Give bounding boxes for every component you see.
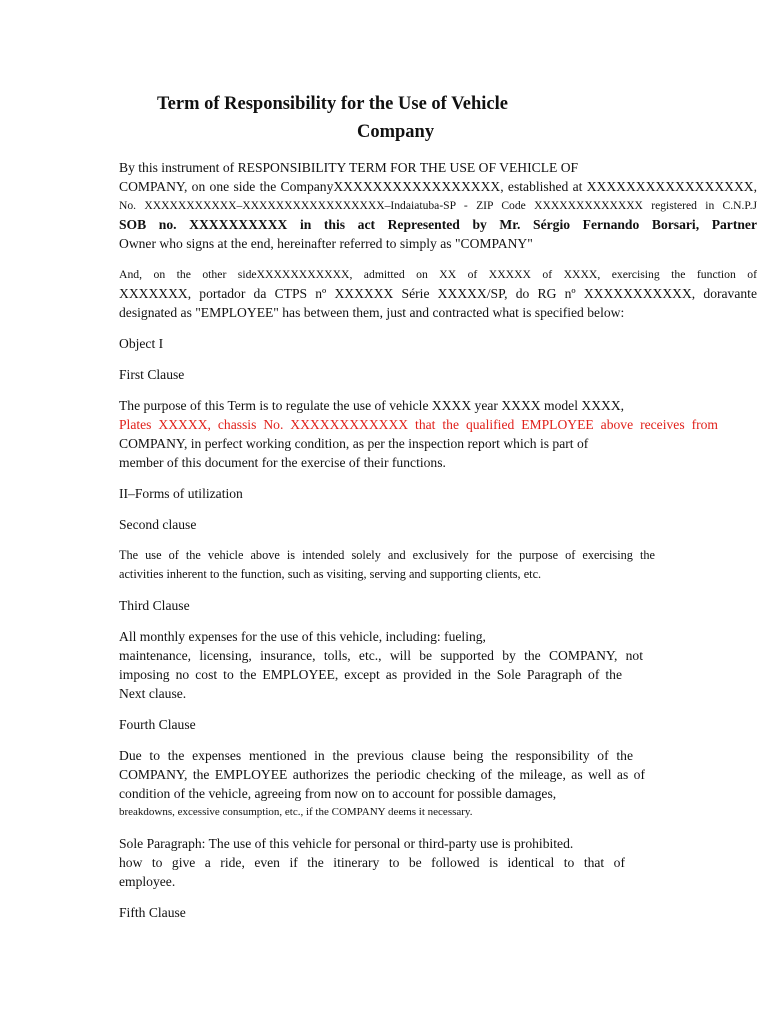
first-clause-line-1: The purpose of this Term is to regulate the use of vehicle XXXX year XXXX model XXXX,	[119, 398, 625, 413]
forms-heading: II–Forms of utilization	[119, 486, 243, 501]
intro-line-4: SOB no. XXXXXXXXXX in this act Represented by Mr. Sérgio Fernando Borsari, Partner	[119, 217, 757, 232]
intro-paragraph	[119, 158, 757, 253]
sole-paragraph-line-3: employee.	[119, 874, 176, 889]
employee-line-2: XXXXXXX, portador da CTPS nº XXXXXX Série XXXXX/SP, do RG nº XXXXXXXXXXX, doravante	[119, 286, 757, 301]
sole-paragraph	[119, 834, 757, 891]
third-clause-line-1: All monthly expenses for the use of this vehicle, including: fueling,	[119, 629, 486, 644]
second-clause-line-2: activities inherent to the function, such as visiting, serving and supporting clients, etc.	[119, 567, 542, 581]
fourth-clause-paragraph	[119, 746, 757, 822]
document-title-line-1: Term of Responsibility for the Use of Vehicle	[157, 94, 508, 114]
second-clause-line-1: The use of the vehicle above is intended solely and exclusively for the purpose of exercising the	[119, 548, 655, 562]
intro-line-1: By this instrument of RESPONSIBILITY TERM FOR THE USE OF VEHICLE OF	[119, 160, 579, 175]
first-clause-paragraph	[119, 396, 757, 472]
first-clause-line-3: COMPANY, in perfect working condition, as per the inspection report which is part of	[119, 436, 589, 451]
third-clause-line-4: Next clause.	[119, 686, 187, 701]
fourth-clause-line-2: COMPANY, the EMPLOYEE authorizes the periodic checking of the mileage, as well as of	[119, 767, 645, 782]
first-clause-heading: First Clause	[119, 367, 185, 382]
employee-paragraph	[119, 265, 757, 322]
third-clause-line-2: maintenance, licensing, insurance, tolls, etc., will be supported by the COMPANY, not	[119, 648, 643, 663]
document-title-line-2: Company	[357, 122, 435, 142]
first-clause-line-4: member of this document for the exercise of their functions.	[119, 455, 446, 470]
intro-line-3: No. XXXXXXXXXXX–XXXXXXXXXXXXXXXXX–Indaiatuba-SP - ZIP Code XXXXXXXXXXXXX registered in C.N.P.J	[119, 199, 757, 212]
sole-paragraph-line-2: how to give a ride, even if the itinerary to be followed is identical to that of	[119, 855, 625, 870]
object-heading: Object I	[119, 336, 164, 351]
fourth-clause-line-3: condition of the vehicle, agreeing from now on to account for possible damages,	[119, 786, 557, 801]
intro-line-5: Owner who signs at the end, hereinafter referred to simply as "COMPANY"	[119, 236, 533, 251]
third-clause-heading: Third Clause	[119, 598, 190, 613]
first-clause-line-2-highlighted: Plates XXXXX, chassis No. XXXXXXXXXXXX that the qualified EMPLOYEE above receives from	[119, 417, 718, 432]
third-clause-paragraph	[119, 627, 757, 703]
fourth-clause-heading: Fourth Clause	[119, 717, 196, 732]
fourth-clause-line-1: Due to the expenses mentioned in the previous clause being the responsibility of the	[119, 748, 633, 763]
second-clause-paragraph	[119, 546, 757, 584]
fourth-clause-line-4: breakdowns, excessive consumption, etc., if the COMPANY deems it necessary.	[119, 806, 473, 818]
third-clause-line-3: imposing no cost to the EMPLOYEE, except as provided in the Sole Paragraph of the	[119, 667, 622, 682]
document-body	[119, 158, 757, 934]
sole-paragraph-line-1: Sole Paragraph: The use of this vehicle for personal or third-party use is prohibited.	[119, 836, 574, 851]
intro-line-2: COMPANY, on one side the CompanyXXXXXXXXXXXXXXXXX, established at XXXXXXXXXXXXXXXXX,	[119, 179, 757, 194]
fifth-clause-heading: Fifth Clause	[119, 905, 186, 920]
employee-line-1: And, on the other sideXXXXXXXXXXX, admitted on XX of XXXXX of XXXX, exercising the function of	[119, 268, 757, 281]
employee-line-3: designated as "EMPLOYEE" has between them, just and contracted what is specified below:	[119, 305, 625, 320]
second-clause-heading: Second clause	[119, 517, 197, 532]
